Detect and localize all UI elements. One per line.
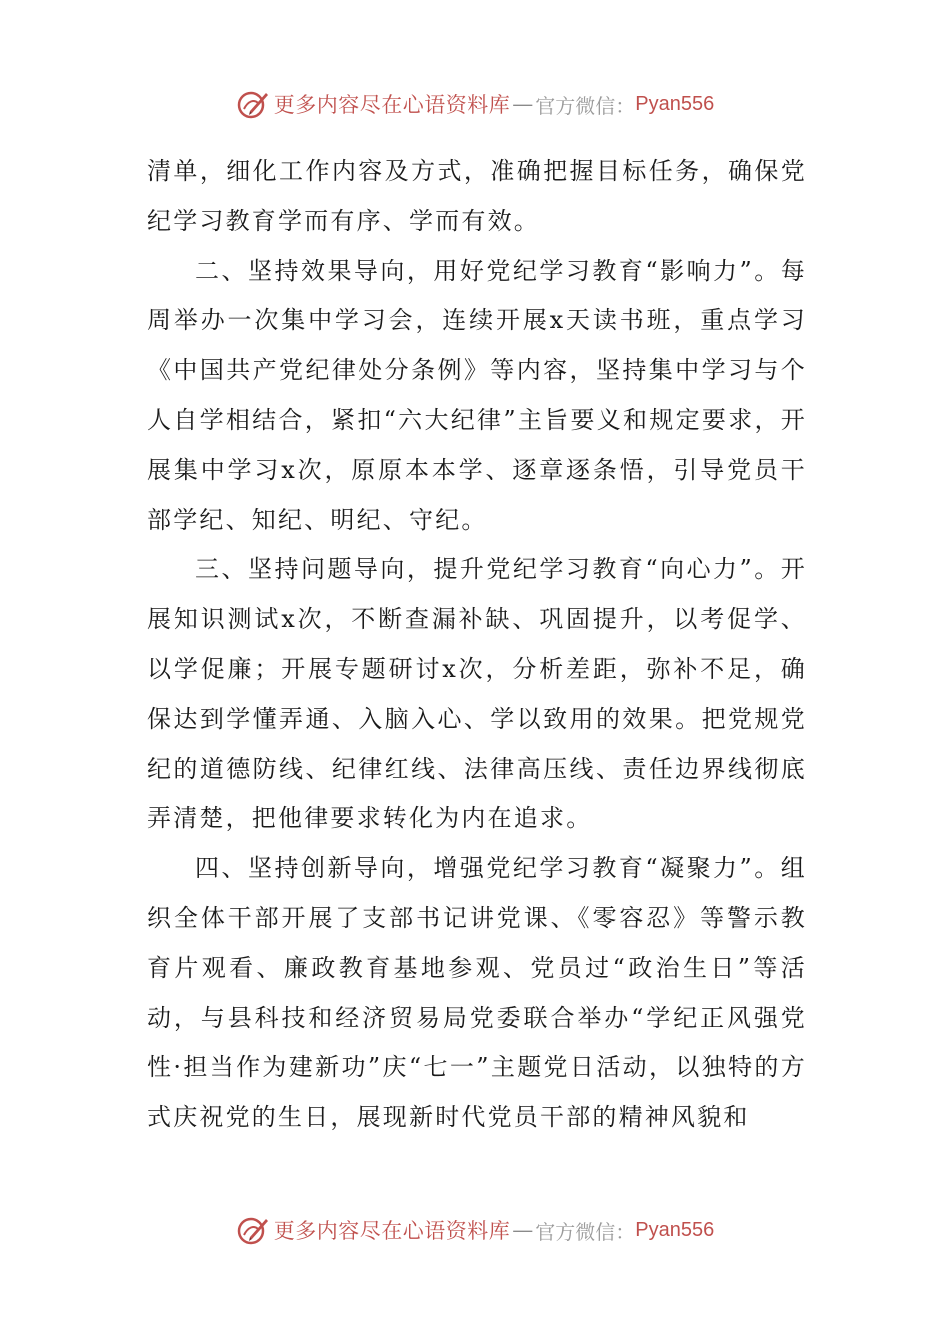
footer-watermark bbox=[0, 1210, 950, 1250]
pen-circle-icon bbox=[236, 1213, 270, 1247]
brand-separator: — bbox=[512, 1218, 534, 1242]
paragraph-continuation: 清单，细化工作内容及方式，准确把握目标任务，确保党纪学习教育学而有序、学而有效。 bbox=[147, 157, 807, 235]
header-watermark bbox=[0, 84, 950, 124]
brand-separator: — bbox=[512, 92, 534, 116]
paragraph-2: 二、坚持效果导向，用好党纪学习教育“影响力”。每周举办一次集中学习会，连续开展x天读书班，重点学习《中国共产党纪律处分条例》等内容，坚持集中学习与个人自学相结合，紧扣“六大纪律”主旨要义和规定要求，开展集中学习x次，原原本本学、逐章逐条悟，引导党员干部学纪、知纪、明纪、守纪。 bbox=[147, 256, 807, 534]
pen-circle-icon bbox=[236, 87, 270, 121]
paragraph-3: 三、坚持问题导向，提升党纪学习教育“向心力”。开展知识测试x次，不断查漏补缺、巩固提升，以考促学、以学促廉；开展专题研讨x次，分析差距，弥补不足，确保达到学懂弄通、入脑入心、学以致用的效果。把党规党纪的道德防线、纪律红线、法律高压线、责任边界线彻底弄清楚，把他律要求转化为内在追求。 bbox=[147, 555, 807, 833]
brand-text: 更多内容尽在心语资料库 bbox=[273, 1219, 511, 1243]
contact-id: Pyan556 bbox=[635, 1218, 715, 1241]
contact-label: 官方微信： bbox=[535, 93, 636, 118]
paragraph-4: 四、坚持创新导向，增强党纪学习教育“凝聚力”。组织全体干部开展了支部书记讲党课、《零容忍》等警示教育片观看、廉政教育基地参观、党员过“政治生日”等活动，与县科技和经济贸易局党委联合举办“学纪正风强党性·担当作为建新功”庆“七一”主题党日活动，以独特的方式庆祝党的生日，展现新时代党员干部的精神风貌和 bbox=[147, 854, 807, 1132]
document-body bbox=[147, 147, 807, 1143]
contact-id: Pyan556 bbox=[635, 92, 715, 115]
contact-label: 官方微信： bbox=[535, 1219, 636, 1244]
brand-text: 更多内容尽在心语资料库 bbox=[273, 93, 511, 117]
